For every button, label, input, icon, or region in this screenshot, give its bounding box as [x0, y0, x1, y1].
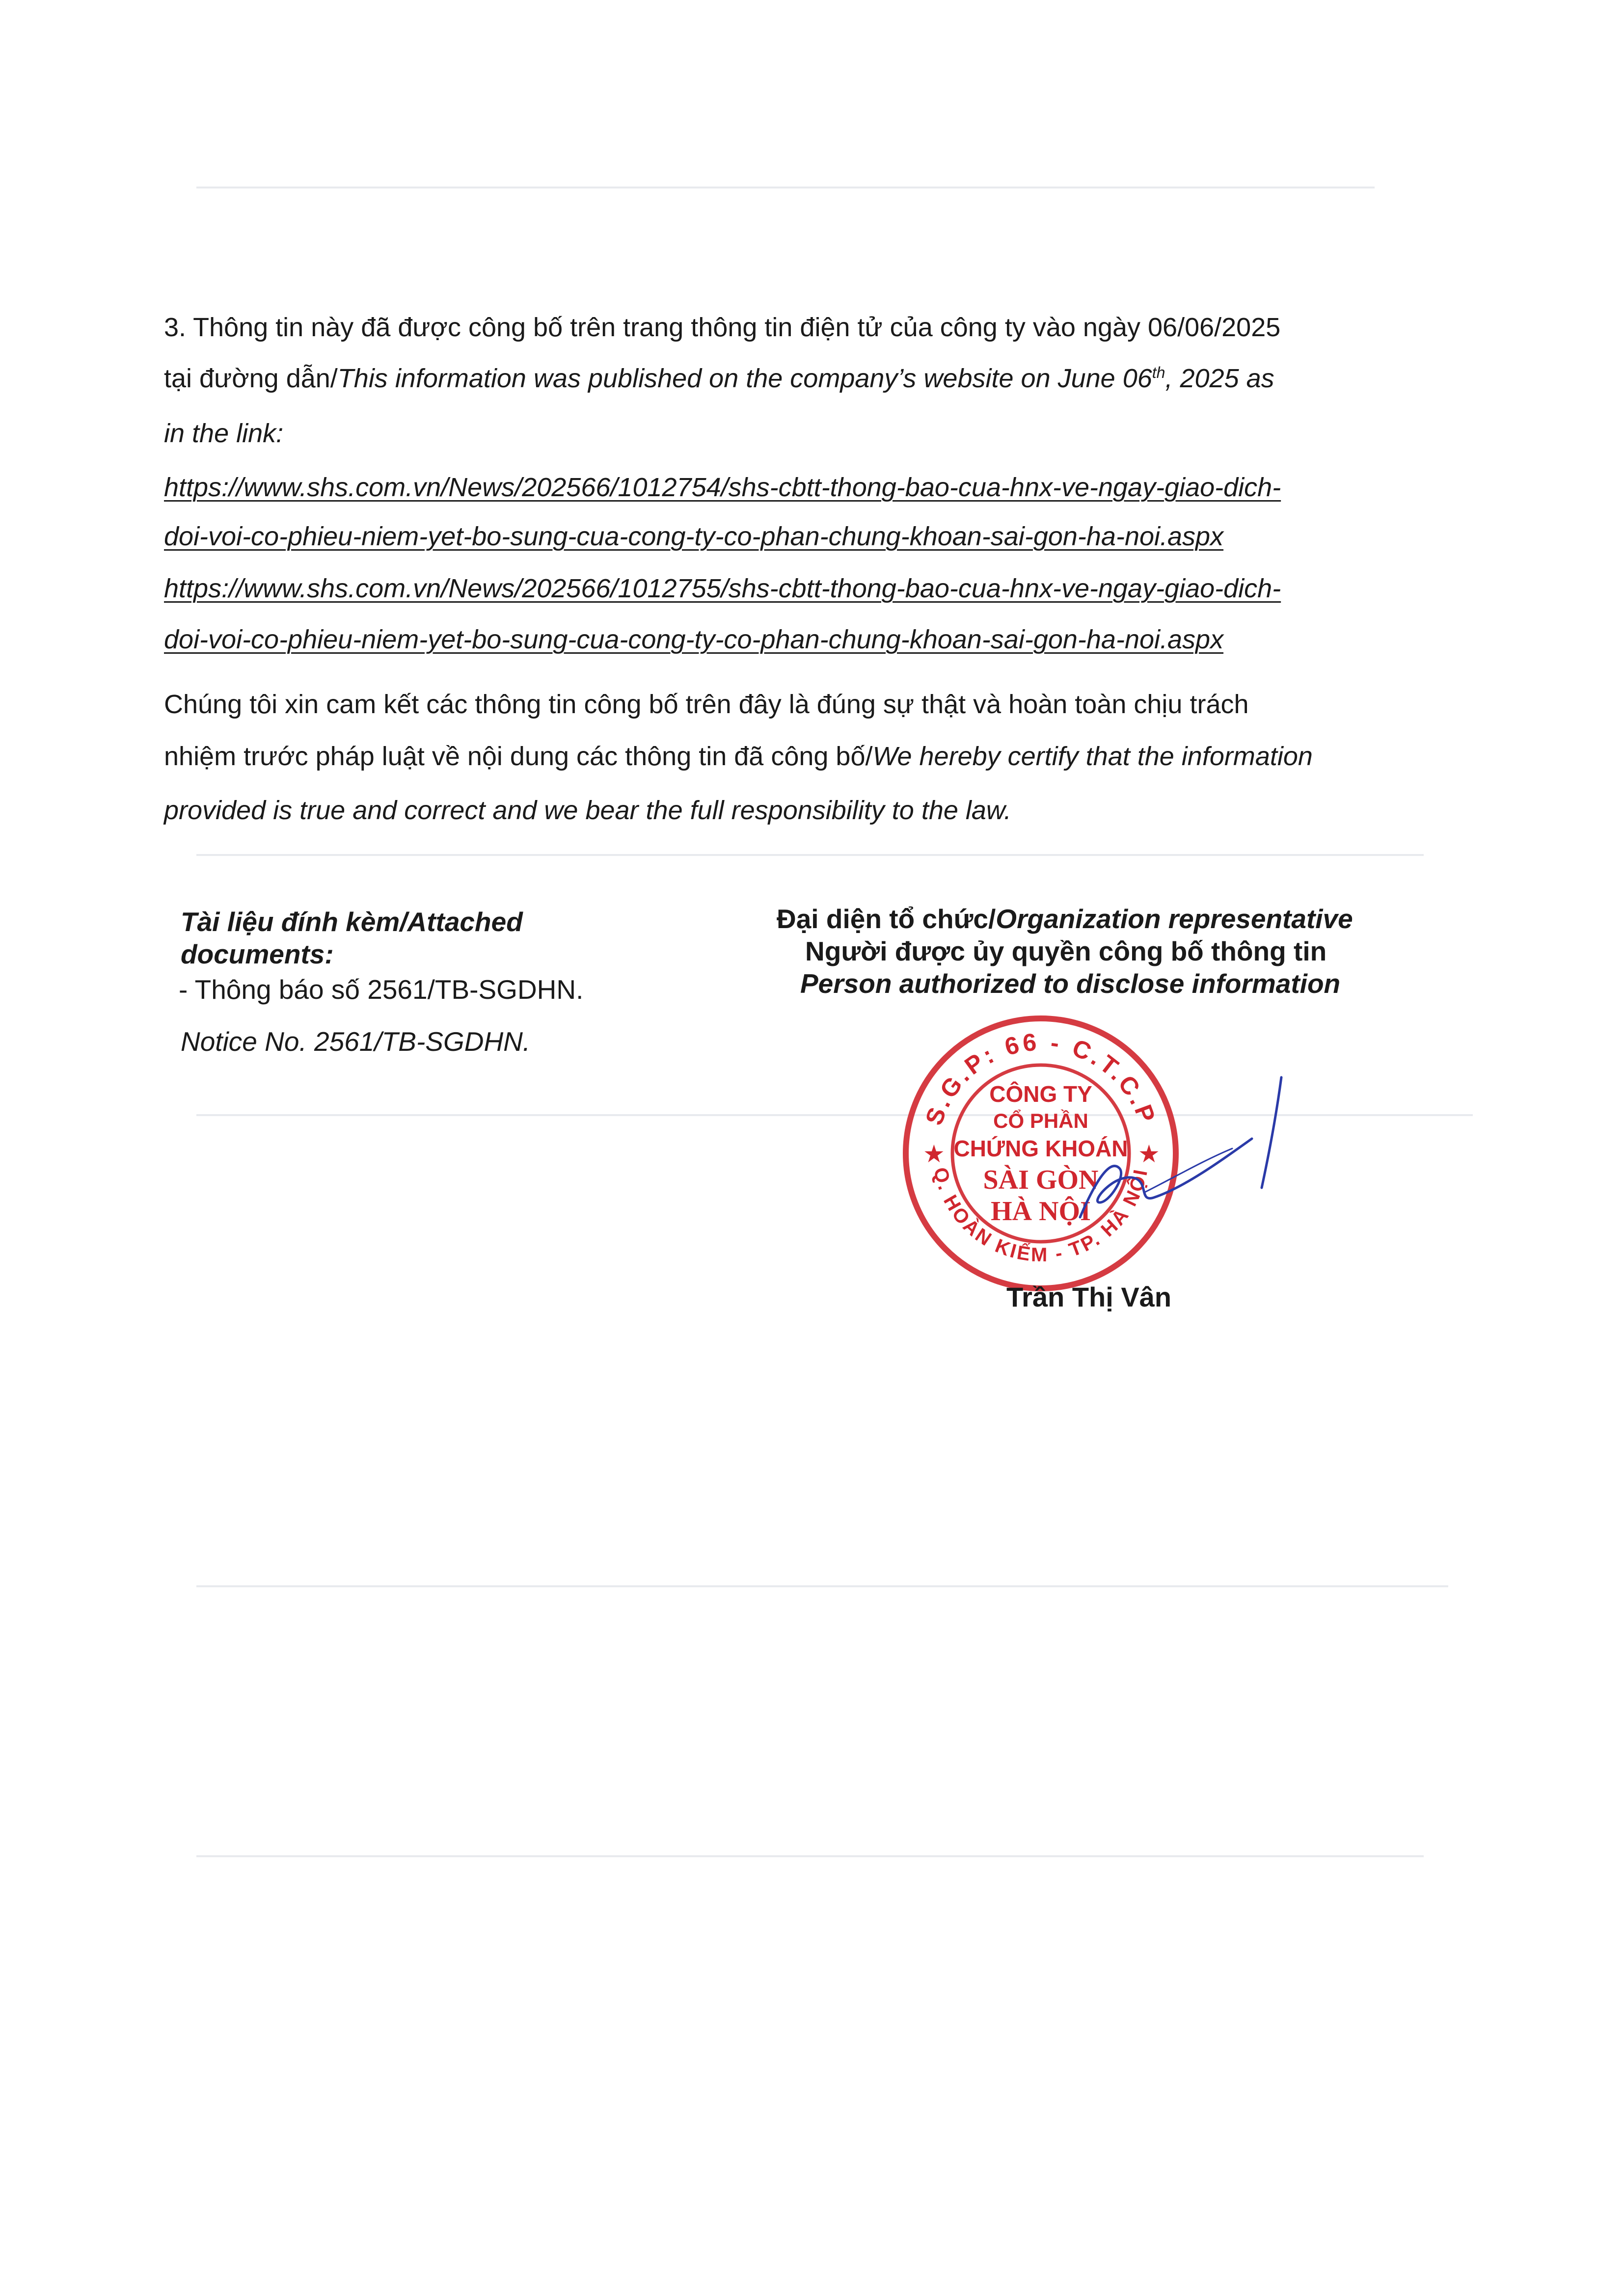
seal-line-5: HÀ NỘI: [991, 1196, 1091, 1227]
representative-title: [777, 903, 1353, 934]
ordinal-suffix: th: [1152, 364, 1165, 381]
website-link-1-part-1[interactable]: https://www.shs.com.vn/News/202566/1012754/shs-cbtt-thong-bao-cua-hnx-ve-ngay-giao-dich-: [164, 473, 1281, 502]
authorized-person-vi: Người được ủy quyền công bố thông tin: [805, 936, 1327, 966]
attachments-heading-line-1: Tài liệu đính kèm/Attached: [181, 907, 523, 937]
seal-star-left-icon: ★: [923, 1140, 945, 1168]
seal-line-4: SÀI GÒN: [983, 1165, 1099, 1195]
show-through-line: [196, 187, 1375, 188]
show-through-line: [196, 1585, 1448, 1587]
seal-ring-top-text: S.G.P: 66 - C.T.C.P: [920, 1028, 1162, 1129]
seal-star-right-icon: ★: [1138, 1140, 1160, 1168]
attachment-item-vi: - Thông báo số 2561/TB-SGDHN.: [179, 974, 584, 1005]
representative-title-vi: Đại diện tổ chức/: [777, 904, 996, 934]
publish-text-vi: tại đường dẫn/: [164, 364, 338, 393]
attachments-heading-line-2: documents:: [181, 939, 334, 969]
seal-ring-bottom-text: Q. HOÀN KIẾM - TP. HÀ NỘI: [929, 1165, 1152, 1266]
commitment-line-1: Chúng tôi xin cam kết các thông tin công bố trên đây là đúng sự thật và hoàn toàn chịu trách: [164, 690, 1249, 719]
show-through-line: [196, 854, 1424, 856]
commitment-line-2: [164, 741, 1313, 772]
authorized-person-en: Person authorized to disclose information: [800, 968, 1341, 999]
website-link-1-part-2[interactable]: doi-voi-co-phieu-niem-yet-bo-sung-cua-cong-ty-co-phan-chung-khoan-sai-gon-ha-noi.aspx: [164, 522, 1224, 551]
website-link-2-part-2[interactable]: doi-voi-co-phieu-niem-yet-bo-sung-cua-cong-ty-co-phan-chung-khoan-sai-gon-ha-noi.aspx: [164, 625, 1224, 654]
handwritten-signature: [997, 1055, 1340, 1252]
publish-text-en: This information was published on the company’s website on June 06: [337, 364, 1152, 393]
paragraph-3-line-3: in the link:: [164, 419, 284, 448]
paragraph-3-line-2: [164, 363, 1274, 394]
publish-text-tail: , 2025 as: [1165, 364, 1274, 393]
paragraph-3-line-1: 3. Thông tin này đã được công bố trên trang thông tin điện tử của công ty vào ngày 06/06/2025: [164, 313, 1281, 342]
signatory-name: Trần Thị Vân: [1006, 1281, 1172, 1312]
attachment-item-en: Notice No. 2561/TB-SGDHN.: [181, 1026, 531, 1057]
seal-line-2: CỔ PHẦN: [993, 1109, 1088, 1132]
seal-line-3: CHỨNG KHOÁN: [953, 1136, 1128, 1161]
website-link-2-part-1[interactable]: https://www.shs.com.vn/News/202566/1012755/shs-cbtt-thong-bao-cua-hnx-ve-ngay-giao-dich-: [164, 574, 1281, 603]
seal-line-1: CÔNG TY: [989, 1081, 1092, 1107]
representative-title-en: Organization representative: [996, 904, 1353, 934]
commitment-line-3: provided is true and correct and we bear the full responsibility to the law.: [164, 796, 1011, 825]
show-through-line: [196, 1855, 1424, 1857]
commitment-text-vi: nhiệm trước pháp luật về nội dung các thông tin đã công bố/: [164, 742, 873, 771]
commitment-text-en: We hereby certify that the information: [872, 742, 1313, 771]
